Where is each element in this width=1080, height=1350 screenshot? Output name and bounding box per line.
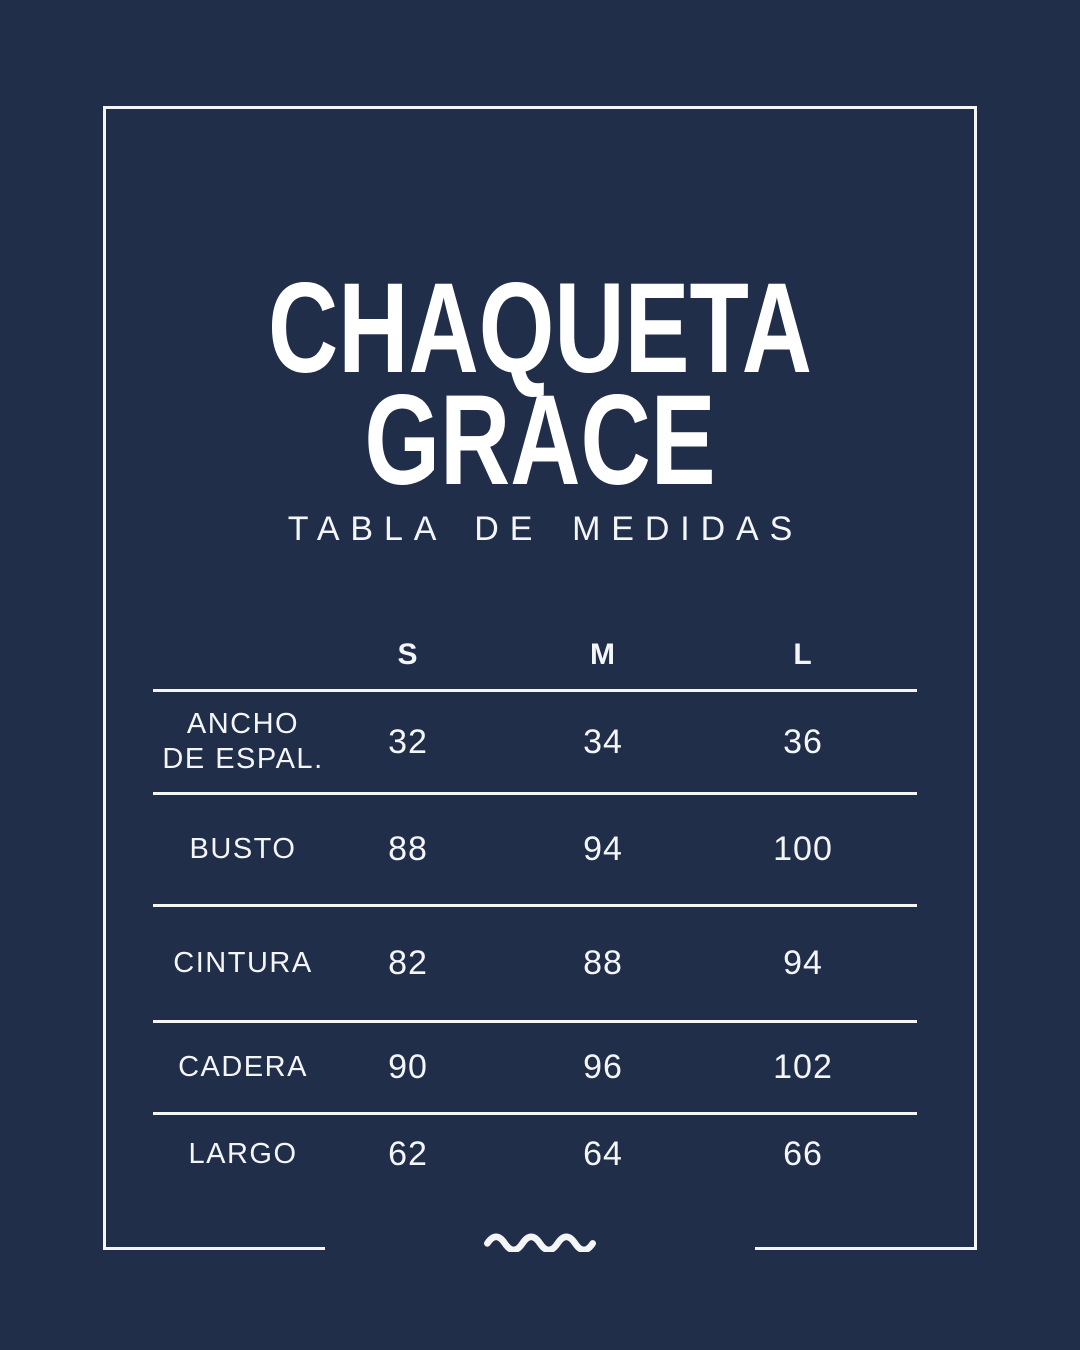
row-label-line: ANCHO xyxy=(186,708,300,740)
value-m: 94 xyxy=(583,830,623,868)
table-row-cintura xyxy=(153,907,917,1023)
size-header-l: L xyxy=(793,637,813,671)
title-line-2: GRACE xyxy=(364,369,716,512)
value-m: 34 xyxy=(583,722,623,761)
value-m: 64 xyxy=(583,1134,623,1173)
frame-border-bottom-left xyxy=(103,1247,325,1250)
value-l: 66 xyxy=(783,1134,823,1173)
value-l: 102 xyxy=(773,1048,833,1086)
value-s: 62 xyxy=(388,1134,428,1173)
value-l: 36 xyxy=(783,722,823,761)
row-label-line: CADERA xyxy=(178,1051,308,1083)
page-subtitle: TABLA DE MEDIDAS xyxy=(287,510,804,548)
value-s: 82 xyxy=(388,944,428,982)
title-line-1: CHAQUETA xyxy=(267,257,813,400)
row-label-line: BUSTO xyxy=(189,833,297,865)
row-label xyxy=(153,946,333,981)
value-m: 96 xyxy=(583,1048,623,1086)
table-row-largo xyxy=(153,1115,917,1193)
size-header-m: M xyxy=(590,637,616,671)
table-row-busto xyxy=(153,795,917,907)
row-label-line: LARGO xyxy=(188,1137,298,1170)
value-s: 90 xyxy=(388,1048,428,1086)
size-header-s: S xyxy=(397,637,419,671)
size-header-row xyxy=(153,620,917,692)
table-row-ancho-de-espal xyxy=(153,692,917,795)
frame-border-bottom-right xyxy=(755,1247,977,1250)
value-l: 100 xyxy=(773,830,833,868)
row-label xyxy=(153,707,333,777)
row-label-line: CINTURA xyxy=(173,947,313,979)
frame-border-top xyxy=(103,106,977,109)
value-l: 94 xyxy=(783,944,823,982)
squiggle-wave-icon xyxy=(484,1226,596,1252)
page-title xyxy=(0,257,1080,512)
row-label xyxy=(153,1137,333,1172)
value-s: 88 xyxy=(388,830,428,868)
row-label xyxy=(153,832,333,867)
value-m: 88 xyxy=(583,944,623,982)
table-row-cadera xyxy=(153,1023,917,1115)
row-label-line: DE ESPAL. xyxy=(162,743,324,775)
size-table xyxy=(153,620,917,1193)
value-s: 32 xyxy=(388,722,428,761)
row-label xyxy=(153,1050,333,1085)
